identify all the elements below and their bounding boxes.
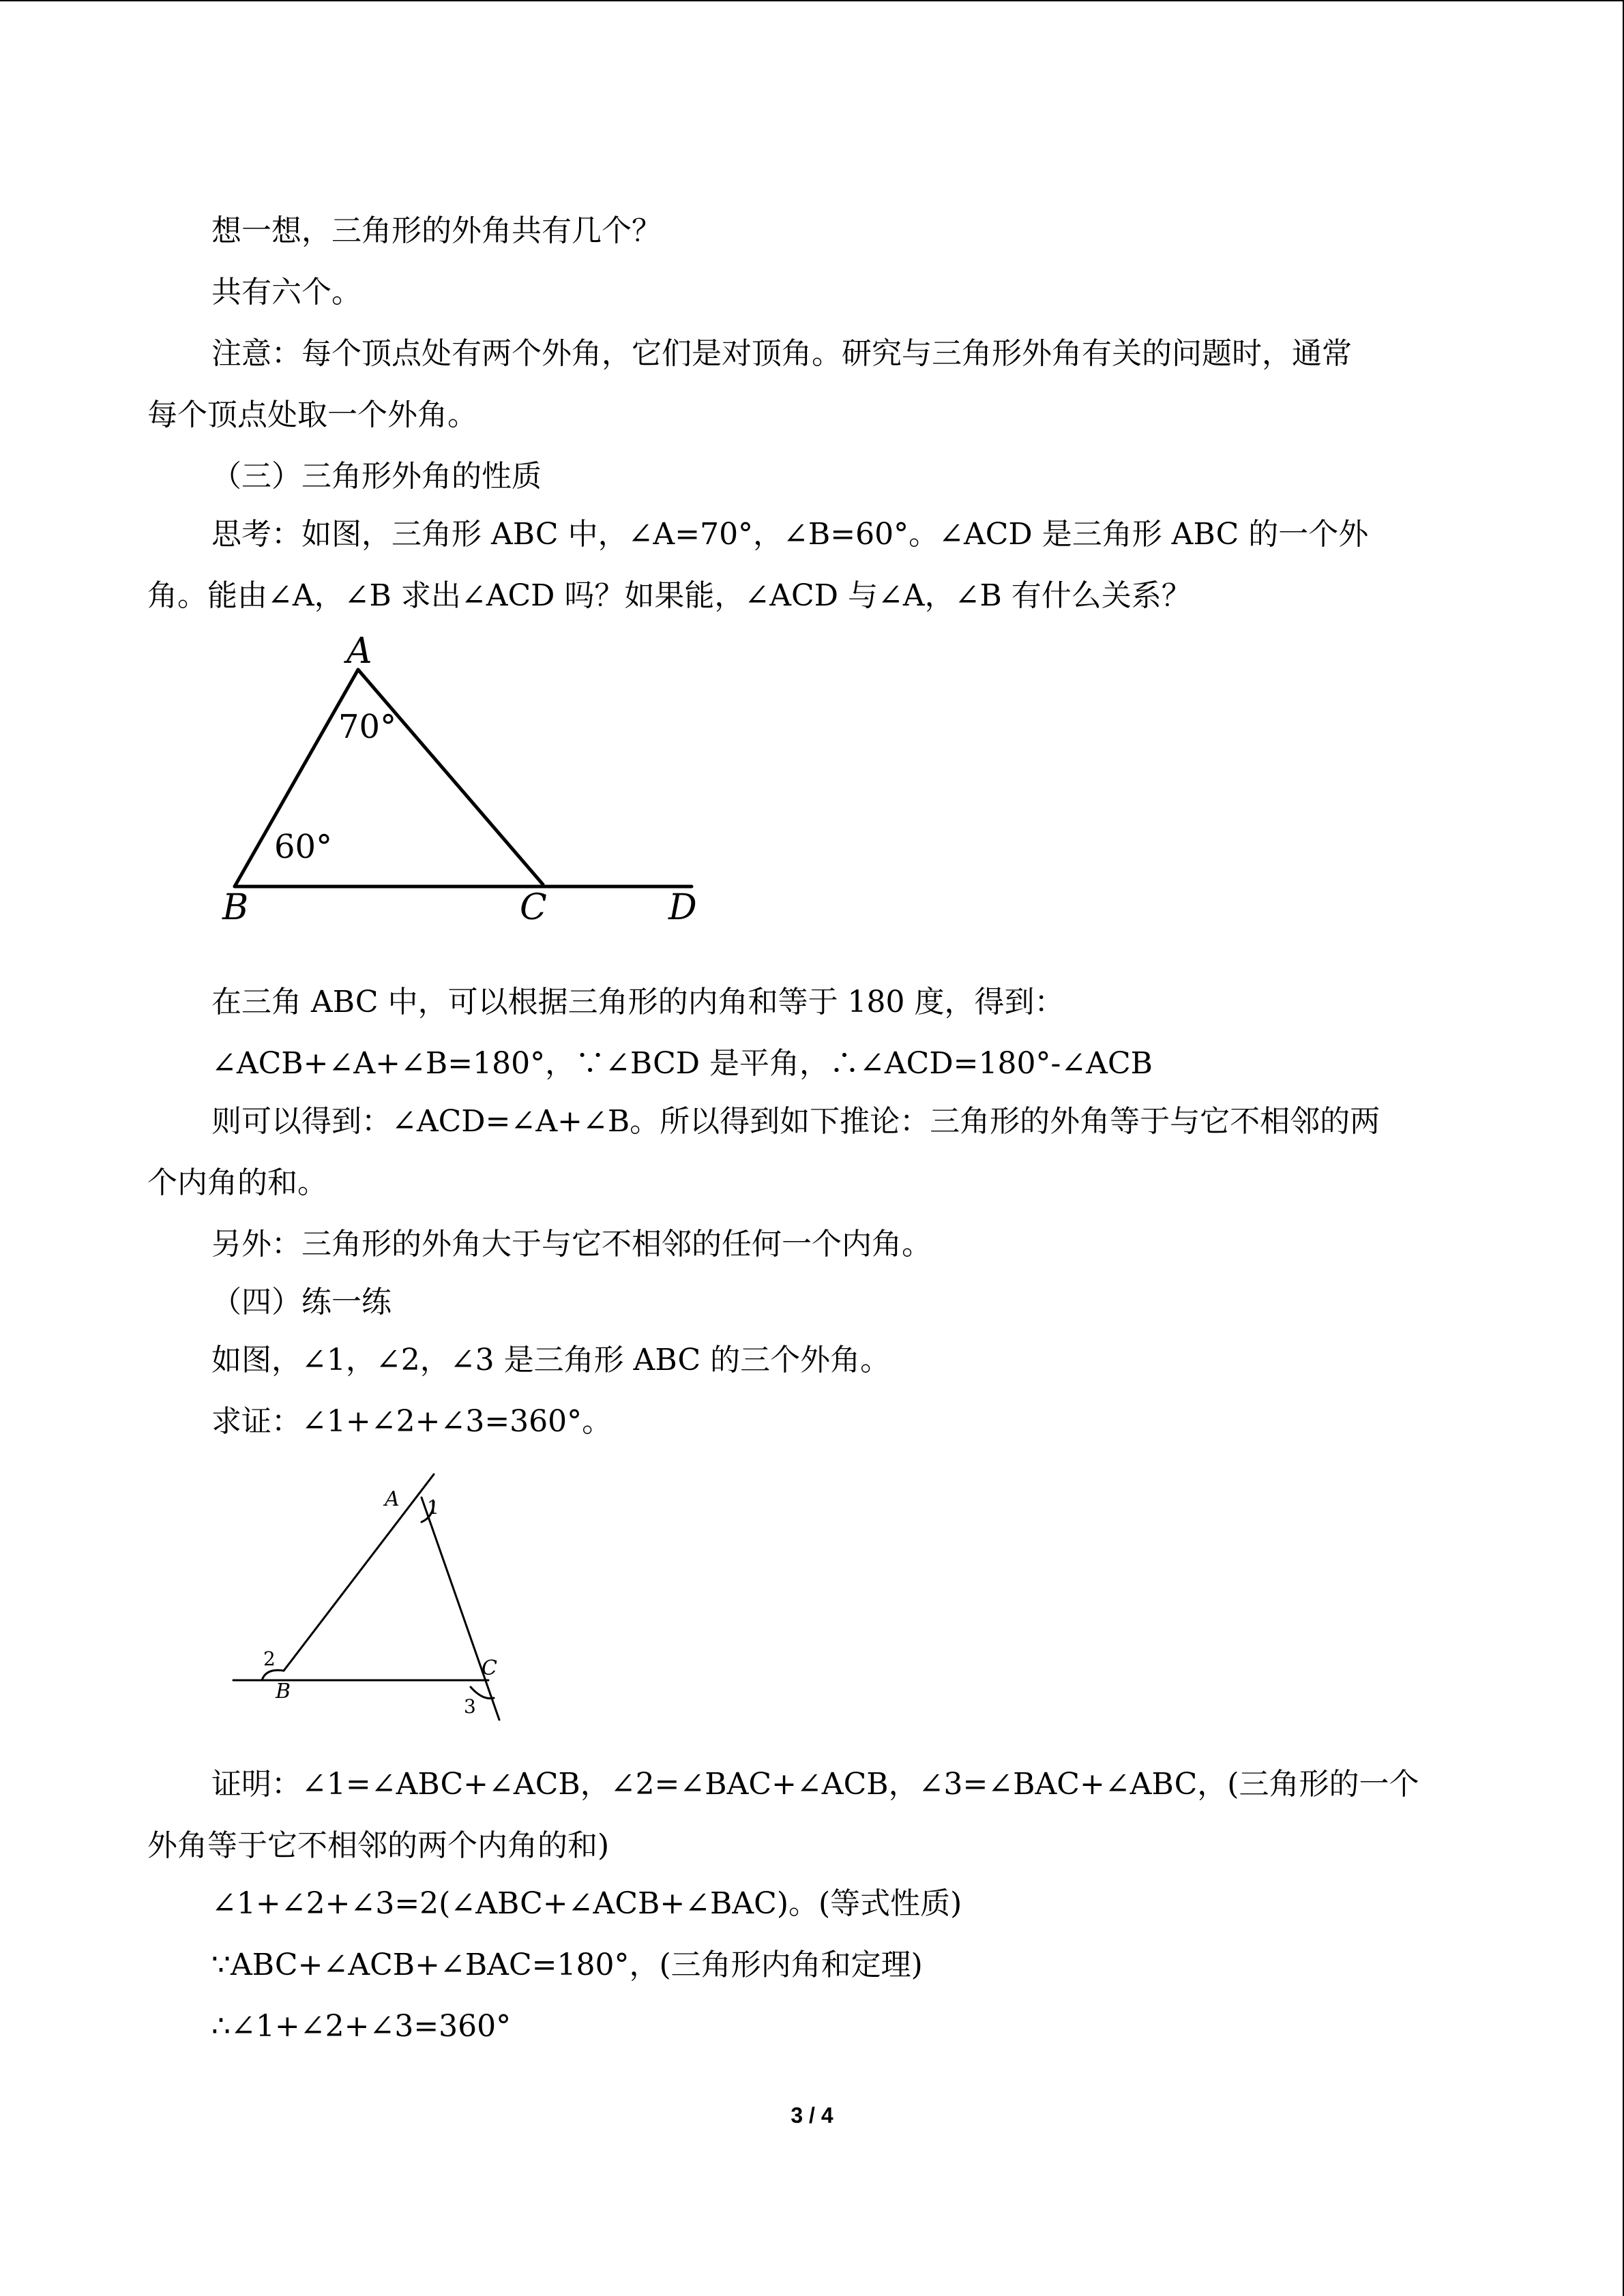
angle-a-value: 70°: [338, 708, 397, 746]
label-c: C: [520, 887, 547, 928]
paragraph-proof-conclusion: ∴∠1+∠2+∠3=360°: [211, 2009, 512, 2044]
page-border-top: [0, 0, 1624, 1]
arc-angle-2: [262, 1670, 284, 1680]
paragraph-additional: 另外：三角形的外角大于与它不相邻的任何一个内角。: [211, 1227, 932, 1262]
label-a: A: [346, 631, 372, 672]
label-b: B: [222, 887, 249, 928]
paragraph-proof-step2: ∠1+∠2+∠3=2(∠ABC+∠ACB+∠BAC)。(等式性质): [211, 1886, 962, 1921]
figure-triangle-exterior-angles: [225, 1466, 525, 1725]
paragraph-inference-line2: 个内角的和。: [147, 1165, 327, 1200]
paragraph-inference-line1: 则可以得到：∠ACD=∠A+∠B。所以得到如下推论：三角形的外角等于与它不相邻的两: [211, 1104, 1381, 1139]
paragraph-think-line2: 角。能由∠A，∠B 求出∠ACD 吗？如果能，∠ACD 与∠A，∠B 有什么关系？: [147, 578, 1192, 613]
angle-1-label: 1: [427, 1496, 439, 1519]
paragraph-answer: 共有六个。: [211, 275, 361, 310]
label-c: C: [482, 1656, 497, 1680]
line-ac-extended: [422, 1497, 499, 1720]
angle-b-value: 60°: [274, 828, 333, 866]
paragraph-note-line1: 注意：每个顶点处有两个外角，它们是对顶角。研究与三角形外角有关的问题时，通常: [211, 336, 1352, 371]
paragraph-equation: ∠ACB+∠A+∠B=180°，∵∠BCD 是平角，∴∠ACD=180°-∠ACB: [211, 1046, 1153, 1081]
label-b: B: [276, 1680, 291, 1703]
paragraph-proof-line2: 外角等于它不相邻的两个内角的和): [147, 1828, 610, 1863]
label-a: A: [385, 1487, 400, 1511]
page-number: 3 / 4: [791, 2103, 833, 2128]
side-ac: [358, 670, 543, 884]
angle-2-label: 2: [263, 1648, 276, 1670]
angle-3-label: 3: [464, 1695, 476, 1718]
label-d: D: [668, 887, 697, 928]
paragraph-exercise: 如图，∠1，∠2，∠3 是三角形 ABC 的三个外角。: [211, 1343, 891, 1377]
paragraph-think-line1: 思考：如图，三角形 ABC 中，∠A=70°，∠B=60°。∠ACD 是三角形 ABC 的一个外: [211, 517, 1369, 552]
section-heading-3: （三）三角形外角的性质: [211, 459, 542, 494]
paragraph-proof-step3: ∵ABC+∠ACB+∠BAC=180°，(三角形内角和定理): [211, 1948, 923, 1982]
paragraph-prove: 求证：∠1+∠2+∠3=360°。: [211, 1404, 612, 1439]
paragraph-question: 想一想，三角形的外角共有几个？: [211, 213, 662, 248]
line-ab-extended: [284, 1474, 434, 1671]
section-heading-4: （四）练一练: [211, 1285, 392, 1320]
paragraph-note-line2: 每个顶点处取一个外角。: [147, 398, 477, 432]
paragraph-proof-line1: 证明：∠1=∠ABC+∠ACB，∠2=∠BAC+∠ACB，∠3=∠BAC+∠ABC，(三角形的一个: [211, 1767, 1419, 1802]
figure-triangle-acd: [205, 627, 737, 934]
paragraph-interior-sum: 在三角 ABC 中，可以根据三角形的内角和等于 180 度，得到：: [211, 985, 1065, 1019]
